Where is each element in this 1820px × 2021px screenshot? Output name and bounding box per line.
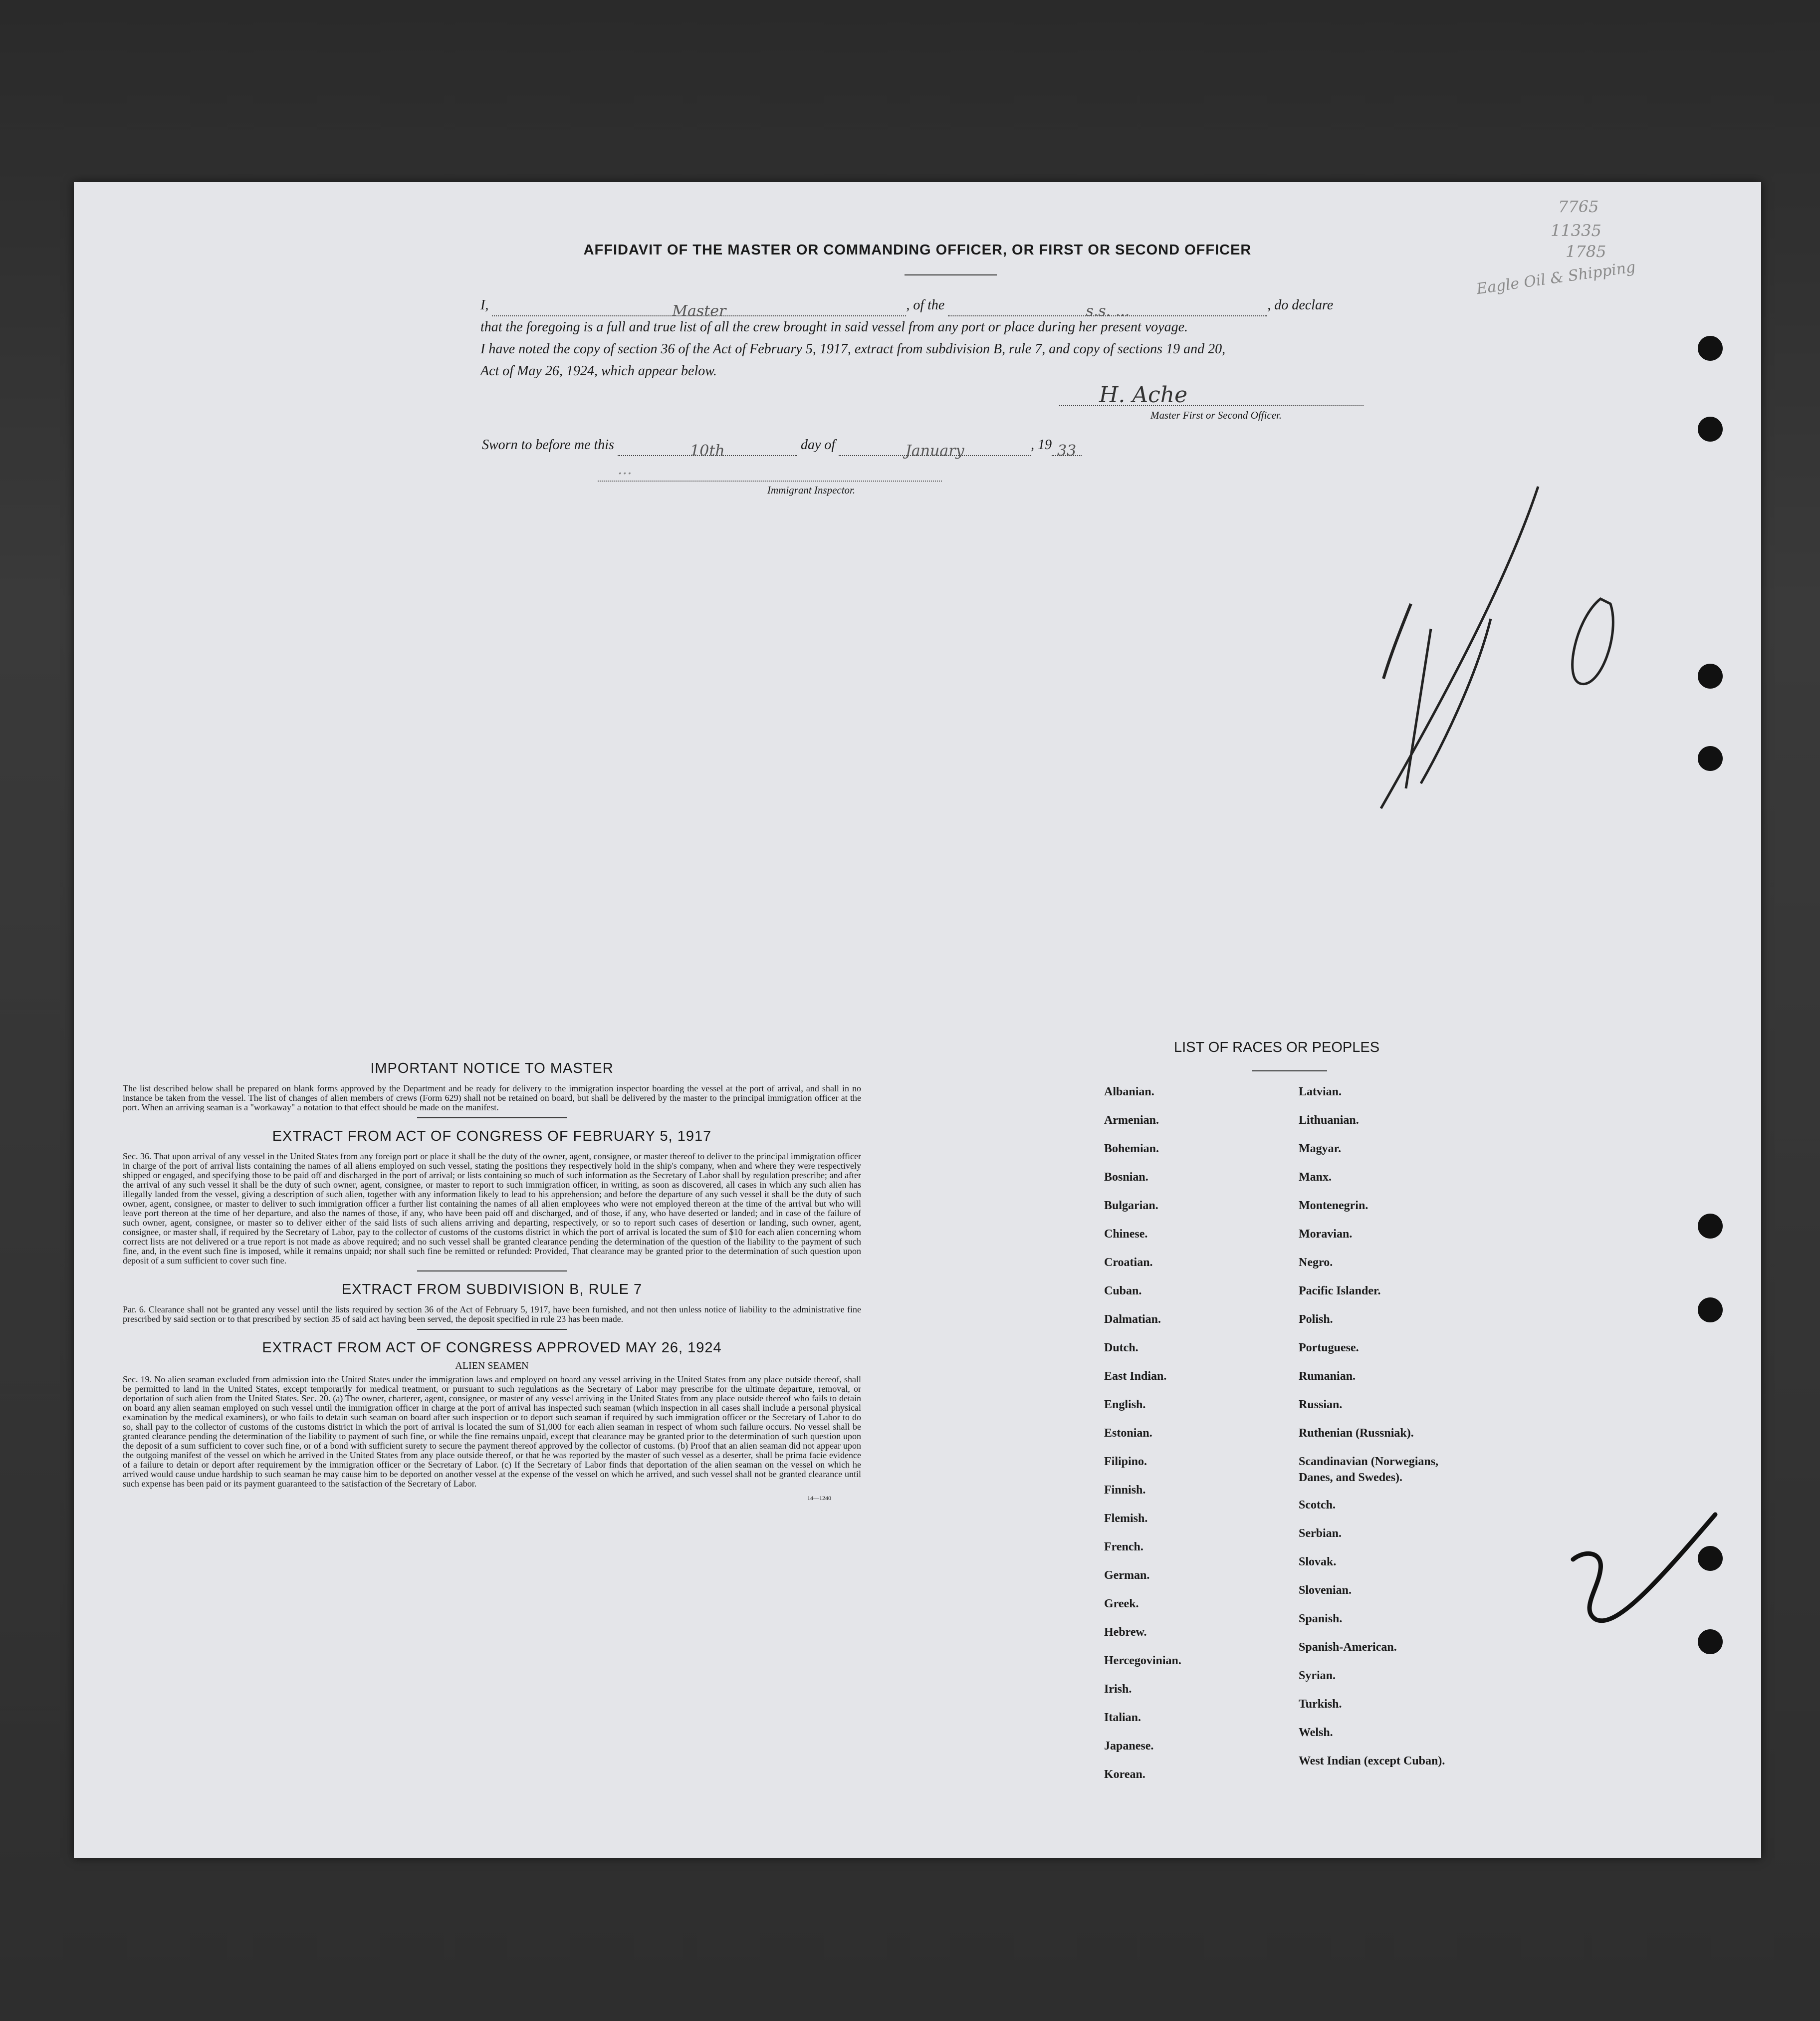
extract1-body: Sec. 36. That upon arrival of any vessel in the United States from any foreign port or place it shall be the duty of the owner, agent, consignee, or master thereof to deliver to the principal immigration officer in charge of the port of arrival lists containing the names of all aliens employed on such vessel, stating the positions they respectively hold in the ship's company, when and where they were respectively shipped or engaged, and specifying those to be paid off and discharged in the port of arrival; or lists containing so much of such information as the Secretary of Labor shall by regulation prescribe; and after the arrival of any such vessel it shall be the duty of such owner, agent, consignee, or master to report to such immigration officer, in writing, as soon as discovered, all cases in which any such alien has illegally landed from the vessel, giving a description of such alien, together with any information likely to lead to his apprehension; and before the departure of any such vessel it shall be the duty of such owner, agent, consignee, or master to deliver to such immigration officer a further list containing the names of all alien employees who were not employed thereon at the time of the arrival but who will leave port thereon at the time of her departure, and also the names of those, if any, who have been paid off and discharged, and of those, if any, who have deserted or landed; and in case of the failure of such owner, agent, consignee, or master so to deliver either of the said lists of such aliens arriving and departing, respectively, or so to report such cases of desertion or landing, such owner, agent, consignee, or master shall, if required by the Secretary of Labor, pay to the collector of customs of the customs district in which the port of arrival is located the sum of $10 for each alien concerning whom correct lists are not delivered or a true report is not made as above required; and no such vessel shall be granted clearance pending the determination of the question of the liability to the payment of such fine, and, in the event such fine is imposed, while it remains unpaid; nor shall such fine be remitted or refunded: Provided, That clearance may be granted prior to the determination of such question upon deposit of a sum sufficient to cover such fine. xyxy=(123,1151,861,1265)
sworn-month: January xyxy=(905,442,964,460)
races-list xyxy=(1104,1085,1553,1884)
race-right-item: Moravian. xyxy=(1299,1228,1353,1241)
race-right-item: Ruthenian (Russniak). xyxy=(1299,1427,1414,1440)
title-divider xyxy=(905,274,997,275)
extract3-body: Sec. 19. No alien seaman excluded from admission into the United States under the immigration laws and employed on board any vessel arriving in the United States from any place outside thereof, shall be permitted to land in the United States, except temporarily for medical treatment, or pursuant to such regulations as the Secretary of Labor may prescribe for the ultimate departure, removal, or deportation of such alien from the United States. Sec. 20. (a) The owner, charterer, agent, consignee, or master of any vessel arriving in the United States from any place outside thereof who fails to detain on board any alien seaman employed on such vessel until the immigration officer in charge at the port of arrival has inspected such seaman (which inspection in all cases shall include a personal physical examination by the medical examiners), or who fails to detain such seaman on board after such inspection or to deport such seaman if required by such immigration officer or the Secretary of Labor to do so, shall pay to the collector of customs of the customs district in which the port of arrival is located the sum of $1,000 for each alien seaman in respect of whom such failure occurs. No vessel shall be granted clearance pending the determination of the liability to payment of such fine, or while the fine remains unpaid, except that clearance may be granted prior to the determination of such question upon the deposit of a sum sufficient to cover such fine, or of a bond with sufficient surety to secure the payment thereof approved by the collector of customs. (b) Proof that an alien seaman did not appear upon the outgoing manifest of the vessel on which he arrived in the United States from any place outside thereof, or that he was reported by the master of such vessel as a deserter, shall be prima facie evidence of a failure to detain or deport after requirement by the immigration officer or the Secretary of Labor. (c) If the Secretary of Labor finds that deportation of the alien seaman on the vessel on which he arrived would cause undue hardship to such seaman he may cause him to be deported on another vessel at the expense of the vessel on which he arrived, and such vessel shall not be granted clearance until such expense has been paid or its payment guaranteed to the satisfaction of the Secretary of Labor. xyxy=(123,1374,861,1489)
race-left-item: Chinese. xyxy=(1104,1228,1148,1241)
race-left-item: Armenian. xyxy=(1104,1114,1159,1127)
punch-hole xyxy=(1698,1629,1723,1654)
sworn-day: 10th xyxy=(690,442,725,460)
sworn-month-field xyxy=(839,440,1031,460)
sworn-day-field xyxy=(618,440,797,460)
extract2-body: Par. 6. Clearance shall not be granted any vessel until the lists required by section 36 of the Act of February 5, 1917, have been furnished, and not then unless notice of liability to the administrative fine prescribed by said section or to that prescribed by section 35 of said act having been served, the deposit specified in rule 23 has been made. xyxy=(123,1304,861,1324)
punch-hole xyxy=(1698,664,1723,689)
race-right-item: Syrian. xyxy=(1299,1669,1336,1682)
race-left-item: Korean. xyxy=(1104,1768,1145,1781)
races-title: LIST OF RACES OR PEOPLES xyxy=(1174,1039,1380,1055)
affidavit-title: AFFIDAVIT OF THE MASTER OR COMMANDING OFFICER, OR FIRST OR SECOND OFFICER xyxy=(583,242,1252,258)
race-right-item: Spanish. xyxy=(1299,1612,1343,1625)
year-field xyxy=(1052,440,1082,460)
race-left-item: Hebrew. xyxy=(1104,1626,1147,1639)
declaration-end: , do declare xyxy=(1267,297,1334,313)
handwritten-fraction xyxy=(1341,469,1690,818)
section-divider xyxy=(417,1117,567,1118)
inspector-signature: ... xyxy=(618,461,632,478)
race-left-item: Filipino. xyxy=(1104,1455,1147,1468)
race-left-item: Croatian. xyxy=(1104,1256,1153,1269)
document-page xyxy=(74,182,1761,1858)
notice-title: IMPORTANT NOTICE TO MASTER xyxy=(370,1060,614,1076)
sworn-line xyxy=(482,434,1082,460)
vessel-name: s.s. ... xyxy=(1086,302,1130,320)
race-left-item: Estonian. xyxy=(1104,1427,1152,1440)
notice-body: The list described below shall be prepared on blank forms approved by the Department and be ready for delivery to the immigration inspector boarding the vessel at the port of arrival, and shall in no instance be taken from the vessel. The list of changes of alien members of crews (Form 629) shall not be retained on board, but shall be delivered by the master to the principal immigration officer at the port. When an arriving seaman is a "workaway" a notation to that effect should be made on the manifest. xyxy=(123,1083,861,1112)
race-left-item: Bosnian. xyxy=(1104,1171,1148,1184)
race-left-item: German. xyxy=(1104,1569,1150,1582)
race-right-item: Manx. xyxy=(1299,1171,1332,1184)
extract3-subtitle: ALIEN SEAMEN xyxy=(455,1360,529,1371)
punch-hole xyxy=(1698,336,1723,361)
race-left-item: Japanese. xyxy=(1104,1740,1154,1753)
race-right-item: Danes, and Swedes). xyxy=(1299,1471,1403,1484)
inspector-signature-field xyxy=(598,462,942,482)
margin-note: 7765 xyxy=(1558,197,1599,216)
extract1-title: EXTRACT FROM ACT OF CONGRESS OF FEBRUARY 5, 1917 xyxy=(272,1128,712,1144)
race-right-item: Lithuanian. xyxy=(1299,1114,1359,1127)
race-right-item: Polish. xyxy=(1299,1313,1333,1326)
race-left-item: English. xyxy=(1104,1398,1146,1411)
race-right-item: Scandinavian (Norwegians, xyxy=(1299,1455,1439,1468)
races-divider xyxy=(1252,1070,1327,1071)
race-left-item: Albanian. xyxy=(1104,1085,1154,1098)
declaration-line-4: Act of May 26, 1924, which appear below. xyxy=(480,363,717,379)
race-left-item: French. xyxy=(1104,1540,1143,1553)
race-left-item: Flemish. xyxy=(1104,1512,1148,1525)
race-left-item: Dalmatian. xyxy=(1104,1313,1161,1326)
race-right-item: Turkish. xyxy=(1299,1698,1342,1711)
sworn-label: Sworn to before me this xyxy=(482,437,614,453)
race-right-item: Slovenian. xyxy=(1299,1584,1352,1597)
race-left-item: Irish. xyxy=(1104,1683,1132,1696)
punch-hole xyxy=(1698,417,1723,442)
declaration-line-3: I have noted the copy of section 36 of the Act of February 5, 1917, extract from subdivision B, rule 7, and copy of sections 19 and 20, xyxy=(480,341,1226,357)
section-divider xyxy=(417,1329,567,1330)
declaration-line-2: that the foregoing is a full and true list of all the crew brought in said vessel from any port or place during her present voyage. xyxy=(480,319,1188,335)
master-name: Master xyxy=(672,302,726,320)
race-left-item: Dutch. xyxy=(1104,1341,1138,1354)
race-left-item: Hercegovinian. xyxy=(1104,1654,1181,1667)
race-left-item: East Indian. xyxy=(1104,1370,1167,1383)
race-left-item: Bohemian. xyxy=(1104,1142,1159,1155)
race-right-item: West Indian (except Cuban). xyxy=(1299,1755,1445,1768)
race-right-item: Montenegrin. xyxy=(1299,1199,1368,1212)
day-of-label: day of xyxy=(800,437,836,453)
signature-caption: Master First or Second Officer. xyxy=(1150,409,1282,421)
punch-hole xyxy=(1698,746,1723,771)
year-prefix: , 19 xyxy=(1031,437,1052,453)
section-divider xyxy=(417,1270,567,1271)
vessel-name-field xyxy=(948,300,1267,320)
race-right-item: Pacific Islander. xyxy=(1299,1284,1381,1297)
race-left-item: Bulgarian. xyxy=(1104,1199,1158,1212)
race-right-item: Serbian. xyxy=(1299,1527,1342,1540)
inspector-caption: Immigrant Inspector. xyxy=(767,484,856,496)
form-number: 14—1240 xyxy=(807,1495,831,1502)
race-right-item: Welsh. xyxy=(1299,1726,1333,1739)
notice-section xyxy=(123,1060,861,1502)
master-signature-field xyxy=(1059,384,1364,406)
sworn-year: 33 xyxy=(1057,442,1077,460)
punch-hole xyxy=(1698,1297,1723,1322)
declaration-start: I, xyxy=(480,297,489,313)
race-right-item: Slovak. xyxy=(1299,1555,1337,1568)
race-left-item: Greek. xyxy=(1104,1597,1139,1610)
punch-hole xyxy=(1698,1214,1723,1239)
extract2-title: EXTRACT FROM SUBDIVISION B, RULE 7 xyxy=(341,1281,643,1297)
race-right-item: Magyar. xyxy=(1299,1142,1342,1155)
race-left-item: Finnish. xyxy=(1104,1484,1146,1497)
extract3-title: EXTRACT FROM ACT OF CONGRESS APPROVED MAY 26, 1924 xyxy=(262,1340,722,1356)
affidavit-block xyxy=(480,294,1468,382)
margin-note: Eagle Oil & Shipping xyxy=(1475,258,1637,298)
margin-note: 1785 xyxy=(1566,242,1606,261)
race-right-item: Scotch. xyxy=(1299,1499,1336,1512)
race-left-item: Italian. xyxy=(1104,1711,1141,1724)
race-right-item: Negro. xyxy=(1299,1256,1333,1269)
race-right-item: Latvian. xyxy=(1299,1085,1342,1098)
master-signature: H. Ache xyxy=(1099,382,1188,408)
declaration-mid: , of the xyxy=(906,297,945,313)
race-right-item: Rumanian. xyxy=(1299,1370,1356,1383)
race-right-item: Russian. xyxy=(1299,1398,1343,1411)
margin-note: 11335 xyxy=(1551,221,1601,240)
race-right-item: Portuguese. xyxy=(1299,1341,1359,1354)
master-name-field xyxy=(492,300,906,320)
handwritten-check-mark xyxy=(1566,1495,1725,1629)
race-right-item: Spanish-American. xyxy=(1299,1641,1397,1654)
race-left-item: Cuban. xyxy=(1104,1284,1142,1297)
